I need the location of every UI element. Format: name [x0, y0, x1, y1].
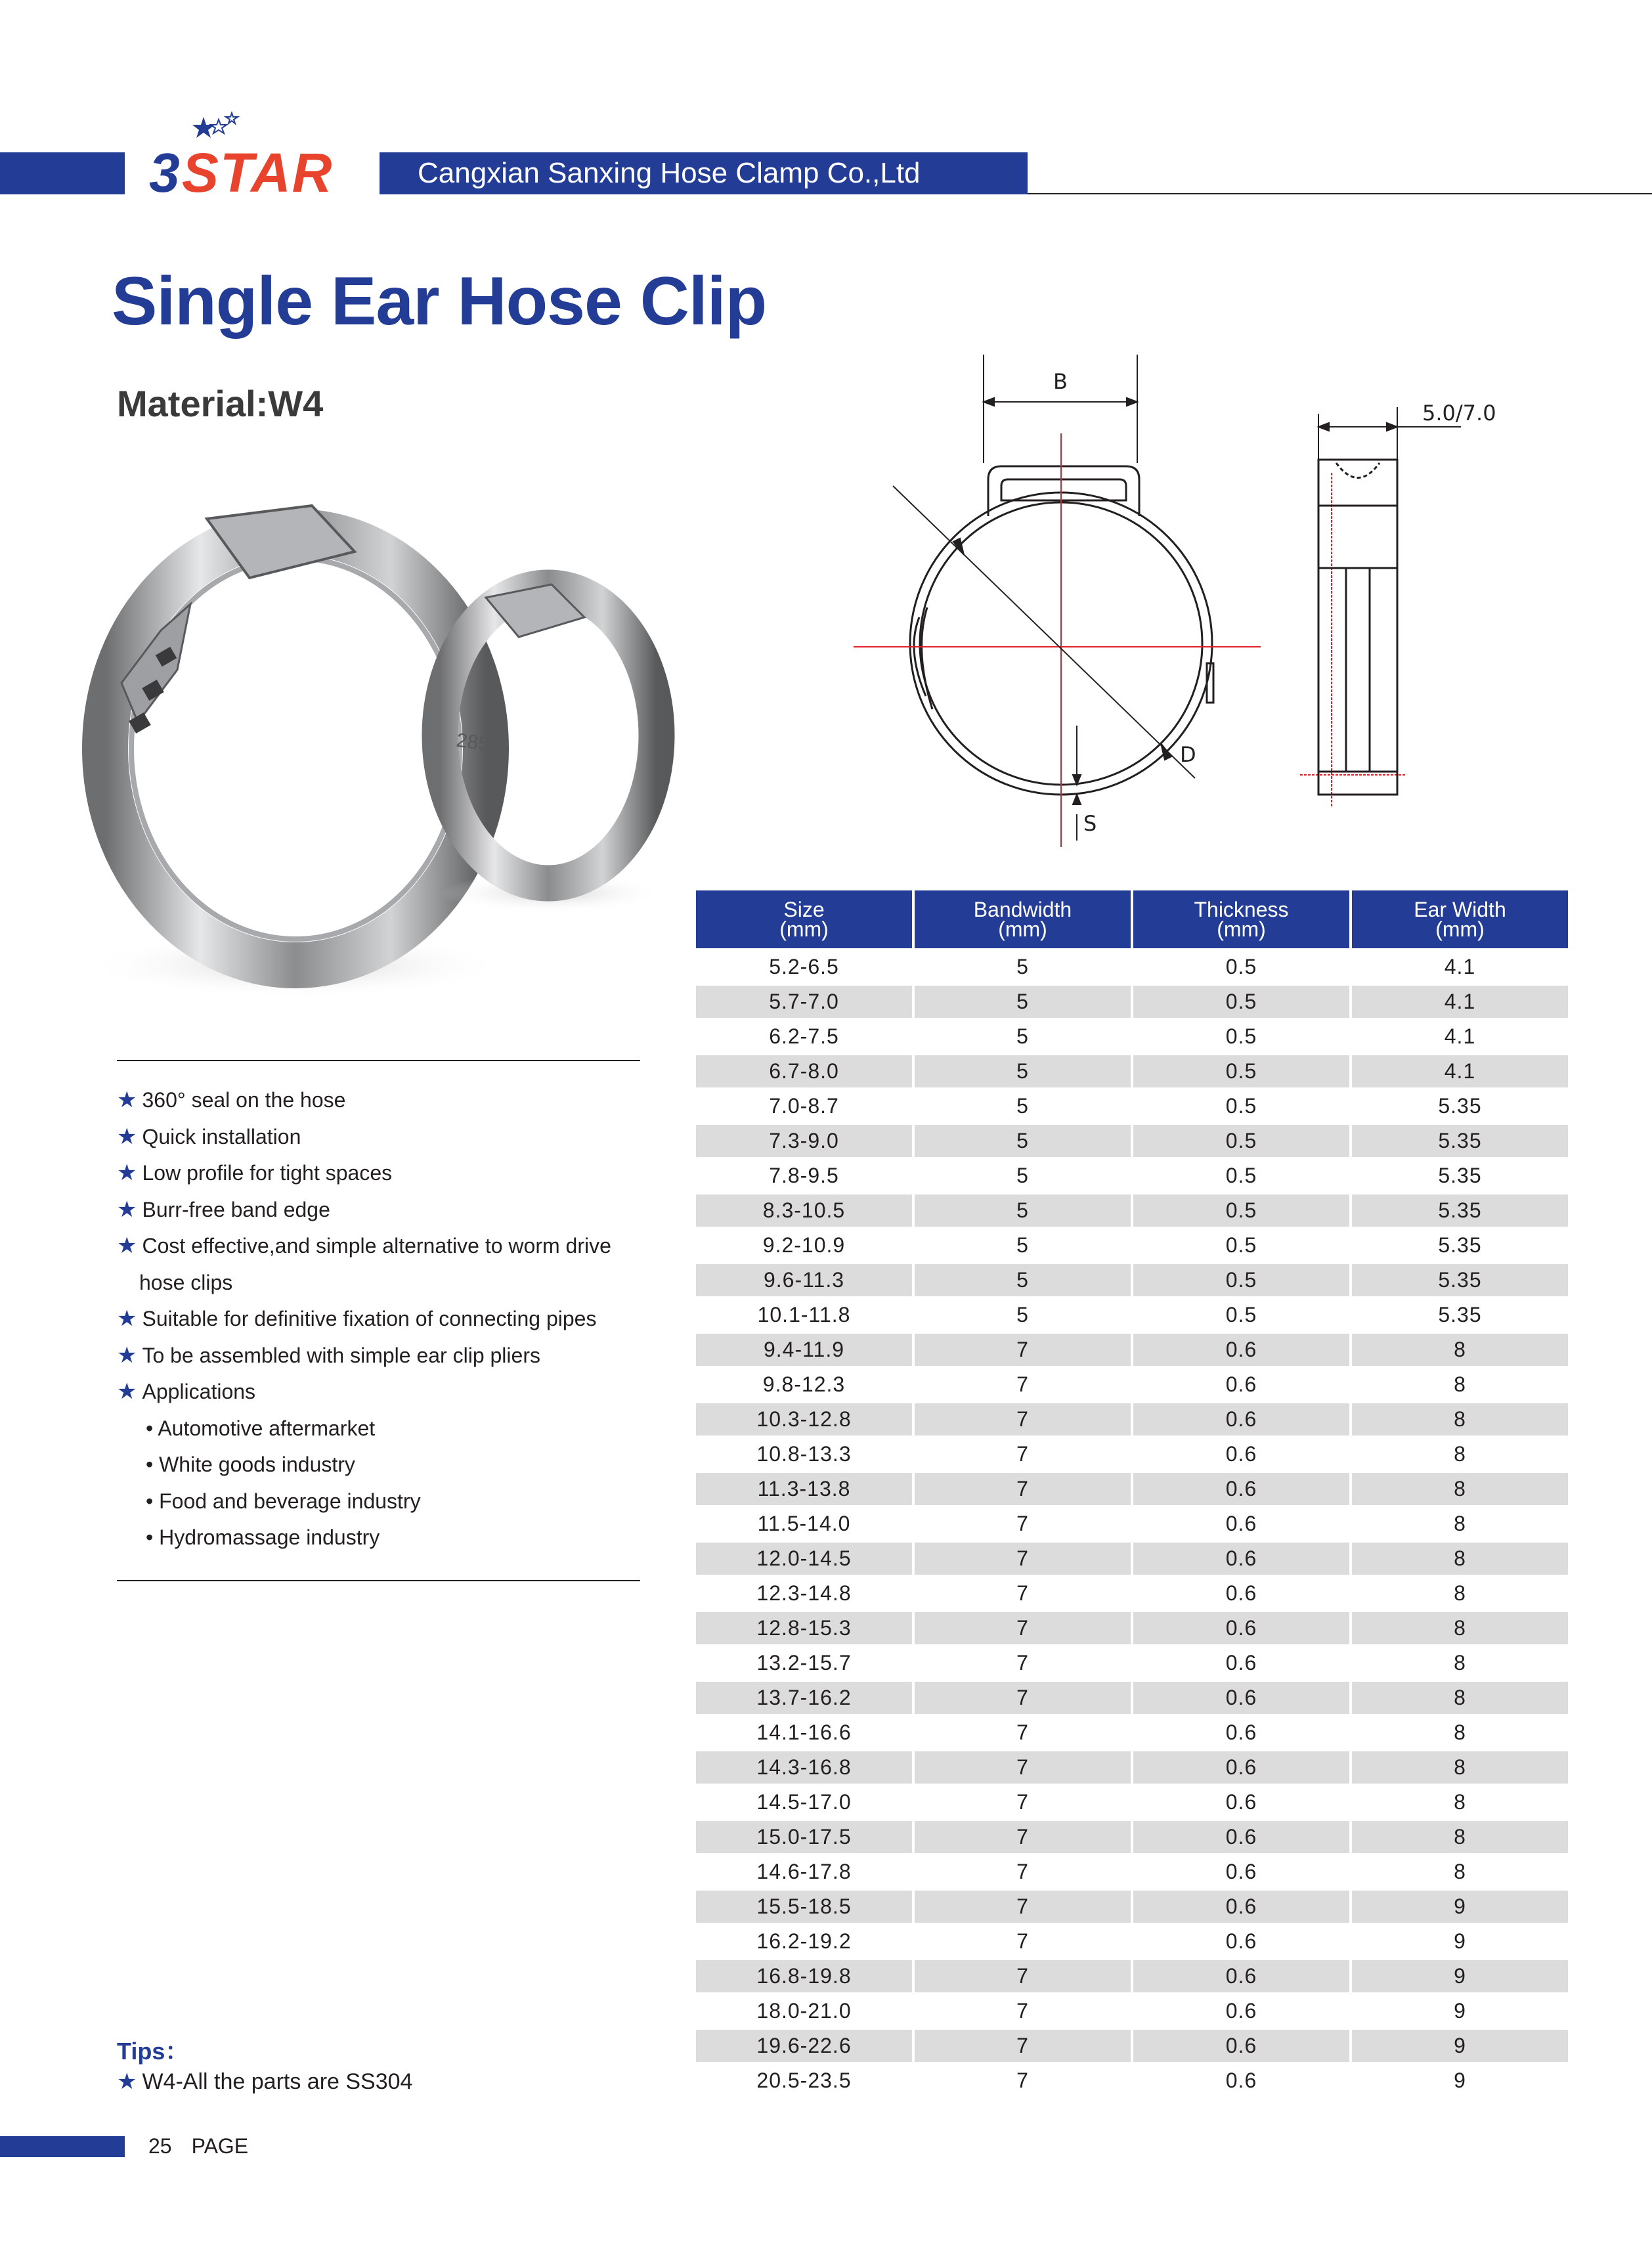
cell-thickness: 0.5	[1133, 1160, 1349, 1192]
page-number: 25	[148, 2134, 172, 2158]
cell-ear-width: 5.35	[1352, 1264, 1568, 1296]
table-row	[696, 1403, 1568, 1435]
star-icon: ★	[117, 1379, 137, 1404]
cell-size: 16.2-19.2	[696, 1925, 912, 1958]
page-label: PAGE	[191, 2134, 249, 2158]
cell-ear-width: 5.35	[1352, 1229, 1568, 1261]
cell-ear-width: 9	[1352, 1925, 1568, 1958]
table-row	[696, 1334, 1568, 1366]
cell-thickness: 0.6	[1133, 1577, 1349, 1610]
label-width: 5.0/7.0	[1422, 401, 1496, 426]
cell-bandwidth: 7	[915, 1334, 1131, 1366]
cell-ear-width: 8	[1352, 1403, 1568, 1435]
cell-thickness: 0.6	[1133, 1543, 1349, 1575]
logo-word: STAR	[182, 142, 334, 197]
cell-ear-width: 5.35	[1352, 1160, 1568, 1192]
cell-ear-width: 8	[1352, 1577, 1568, 1610]
features-top-rule	[117, 1060, 640, 1061]
cell-ear-width: 8	[1352, 1612, 1568, 1644]
cell-ear-width: 4.1	[1352, 1020, 1568, 1053]
features-bottom-rule	[117, 1580, 640, 1581]
centerlines	[854, 433, 1405, 847]
cell-thickness: 0.5	[1133, 1264, 1349, 1296]
cell-ear-width: 8	[1352, 1543, 1568, 1575]
application-item: • White goods industry	[146, 1453, 355, 1476]
cell-size: 10.3-12.8	[696, 1403, 912, 1435]
table-row	[696, 1229, 1568, 1261]
clip-marking: 285	[454, 729, 491, 756]
company-name-banner	[380, 152, 1028, 194]
cell-bandwidth: 7	[915, 1438, 1131, 1470]
cell-size: 9.2-10.9	[696, 1229, 912, 1261]
table-row	[696, 1473, 1568, 1505]
table-row	[696, 1369, 1568, 1401]
header-thickness: Thickness (mm)	[1133, 890, 1349, 948]
product-photo	[79, 460, 683, 1011]
cell-size: 15.0-17.5	[696, 1821, 912, 1853]
cell-bandwidth: 7	[915, 1925, 1131, 1958]
table-row	[696, 1299, 1568, 1331]
cell-thickness: 0.6	[1133, 1647, 1349, 1679]
header-bandwidth: Bandwidth (mm)	[915, 890, 1131, 948]
cell-ear-width: 9	[1352, 2030, 1568, 2062]
table-row	[696, 1194, 1568, 1227]
feature-item: ★ To be assembled with simple ear clip pliers	[117, 1342, 540, 1368]
cell-ear-width: 9	[1352, 2065, 1568, 2097]
cell-thickness: 0.5	[1133, 1194, 1349, 1227]
table-row	[696, 1508, 1568, 1540]
cell-ear-width: 9	[1352, 1891, 1568, 1923]
cell-bandwidth: 7	[915, 1856, 1131, 1888]
cell-thickness: 0.5	[1133, 1020, 1349, 1053]
table-row	[696, 1925, 1568, 1958]
cell-bandwidth: 7	[915, 1403, 1131, 1435]
cell-bandwidth: 5	[915, 1055, 1131, 1087]
cell-size: 6.2-7.5	[696, 1020, 912, 1053]
cell-ear-width: 4.1	[1352, 986, 1568, 1018]
table-row	[696, 1020, 1568, 1053]
technical-drawing	[854, 341, 1550, 854]
table-row	[696, 1612, 1568, 1644]
cell-ear-width: 8	[1352, 1856, 1568, 1888]
cell-thickness: 0.5	[1133, 1299, 1349, 1331]
cell-ear-width: 8	[1352, 1682, 1568, 1714]
table-row	[696, 1438, 1568, 1470]
cell-size: 14.6-17.8	[696, 1856, 912, 1888]
cell-thickness: 0.6	[1133, 2065, 1349, 2097]
table-row	[696, 1543, 1568, 1575]
cell-size: 20.5-23.5	[696, 2065, 912, 2097]
cell-ear-width: 8	[1352, 1717, 1568, 1749]
logo-digit: 3	[149, 142, 180, 197]
cell-size: 13.2-15.7	[696, 1647, 912, 1679]
cell-size: 13.7-16.2	[696, 1682, 912, 1714]
cell-size: 10.8-13.3	[696, 1438, 912, 1470]
cell-bandwidth: 7	[915, 1995, 1131, 2027]
cell-thickness: 0.6	[1133, 1508, 1349, 1540]
table-row	[696, 1717, 1568, 1749]
table-row	[696, 1960, 1568, 1992]
cell-size: 10.1-11.8	[696, 1299, 912, 1331]
dimension-d	[893, 486, 1195, 778]
cell-bandwidth: 7	[915, 1786, 1131, 1818]
company-logo	[135, 105, 358, 197]
cell-bandwidth: 7	[915, 1682, 1131, 1714]
table-body	[696, 951, 1568, 2097]
cell-bandwidth: 5	[915, 1299, 1131, 1331]
cell-size: 5.7-7.0	[696, 986, 912, 1018]
table-row	[696, 951, 1568, 983]
cell-ear-width: 8	[1352, 1821, 1568, 1853]
cell-thickness: 0.6	[1133, 1786, 1349, 1818]
cell-size: 8.3-10.5	[696, 1194, 912, 1227]
star-icon: ★	[117, 1124, 137, 1149]
cell-ear-width: 8	[1352, 1369, 1568, 1401]
table-row	[696, 1856, 1568, 1888]
cell-thickness: 0.6	[1133, 2030, 1349, 2062]
company-name: Cangxian Sanxing Hose Clamp Co.,Ltd	[418, 157, 921, 189]
cell-thickness: 0.6	[1133, 1891, 1349, 1923]
cell-ear-width: 8	[1352, 1647, 1568, 1679]
cell-thickness: 0.6	[1133, 1995, 1349, 2027]
label-b: B	[1053, 369, 1068, 394]
cell-size: 12.0-14.5	[696, 1543, 912, 1575]
cell-bandwidth: 5	[915, 1229, 1131, 1261]
spec-table	[693, 888, 1571, 2099]
application-item: • Hydromassage industry	[146, 1525, 380, 1549]
cell-ear-width: 5.35	[1352, 1125, 1568, 1157]
cell-size: 12.3-14.8	[696, 1577, 912, 1610]
cell-size: 18.0-21.0	[696, 1995, 912, 2027]
page-footer	[148, 2134, 268, 2158]
cell-bandwidth: 7	[915, 1891, 1131, 1923]
feature-item: ★ Quick installation	[117, 1124, 301, 1149]
cell-bandwidth: 5	[915, 986, 1131, 1018]
header-accent-bar-left	[0, 152, 125, 194]
cell-bandwidth: 7	[915, 1751, 1131, 1784]
small-clip-illustration	[440, 584, 663, 913]
clip-side-view	[1318, 460, 1397, 795]
star-icon: ★	[117, 1233, 137, 1258]
cell-size: 9.4-11.9	[696, 1334, 912, 1366]
cell-thickness: 0.6	[1133, 1438, 1349, 1470]
feature-item: ★ Applications	[117, 1379, 256, 1404]
cell-size: 12.8-15.3	[696, 1612, 912, 1644]
feature-item: ★ Low profile for tight spaces	[117, 1160, 393, 1185]
cell-size: 5.2-6.5	[696, 951, 912, 983]
table-row	[696, 1891, 1568, 1923]
table-row	[696, 1125, 1568, 1157]
cell-bandwidth: 7	[915, 1508, 1131, 1540]
cell-size: 11.3-13.8	[696, 1473, 912, 1505]
cell-ear-width: 9	[1352, 1960, 1568, 1992]
cell-bandwidth: 5	[915, 1090, 1131, 1122]
cell-ear-width: 4.1	[1352, 1055, 1568, 1087]
cell-thickness: 0.6	[1133, 1369, 1349, 1401]
application-item: • Food and beverage industry	[146, 1489, 421, 1513]
header-ear-width: Ear Width (mm)	[1352, 890, 1568, 948]
cell-size: 9.8-12.3	[696, 1369, 912, 1401]
cell-thickness: 0.6	[1133, 1856, 1349, 1888]
cell-thickness: 0.5	[1133, 986, 1349, 1018]
cell-bandwidth: 7	[915, 1577, 1131, 1610]
cell-thickness: 0.6	[1133, 1960, 1349, 1992]
cell-ear-width: 8	[1352, 1786, 1568, 1818]
cell-size: 14.3-16.8	[696, 1751, 912, 1784]
star-icon: ★	[117, 1306, 137, 1331]
cell-bandwidth: 7	[915, 1473, 1131, 1505]
cell-bandwidth: 5	[915, 1194, 1131, 1227]
table-row	[696, 986, 1568, 1018]
logo-stars-icon	[192, 113, 238, 138]
table-row	[696, 1160, 1568, 1192]
table-row	[696, 1786, 1568, 1818]
cell-thickness: 0.6	[1133, 1612, 1349, 1644]
star-icon: ★	[117, 1342, 137, 1368]
table-row	[696, 2030, 1568, 2062]
tips-title: Tips：	[117, 2038, 189, 2065]
cell-size: 6.7-8.0	[696, 1055, 912, 1087]
cell-size: 7.3-9.0	[696, 1125, 912, 1157]
cell-bandwidth: 5	[915, 1125, 1131, 1157]
table-row	[696, 1751, 1568, 1784]
feature-item: ★ Burr-free band edge	[117, 1196, 330, 1222]
cell-size: 16.8-19.8	[696, 1960, 912, 1992]
table-row	[696, 1264, 1568, 1296]
cell-bandwidth: 7	[915, 1543, 1131, 1575]
tips-text: ★ W4-All the parts are SS304	[117, 2069, 413, 2094]
cell-thickness: 0.6	[1133, 1717, 1349, 1749]
cell-ear-width: 5.35	[1352, 1090, 1568, 1122]
table-row	[696, 1682, 1568, 1714]
cell-thickness: 0.6	[1133, 1682, 1349, 1714]
feature-item: ★ Suitable for definitive fixation of connecting pipes	[117, 1306, 597, 1331]
page-title: Single Ear Hose Clip	[112, 263, 767, 340]
header-rule	[1028, 193, 1652, 194]
table-row	[696, 1090, 1568, 1122]
table-row	[696, 1647, 1568, 1679]
cell-ear-width: 5.35	[1352, 1299, 1568, 1331]
cell-bandwidth: 7	[915, 1612, 1131, 1644]
cell-bandwidth: 7	[915, 2030, 1131, 2062]
star-icon: ★	[117, 1160, 137, 1185]
cell-bandwidth: 7	[915, 1647, 1131, 1679]
cell-thickness: 0.6	[1133, 1751, 1349, 1784]
cell-ear-width: 9	[1352, 1995, 1568, 2027]
cell-ear-width: 8	[1352, 1438, 1568, 1470]
cell-ear-width: 8	[1352, 1508, 1568, 1540]
table-header-row	[696, 890, 1568, 948]
star-icon: ★	[117, 2069, 137, 2094]
table-row	[696, 1821, 1568, 1853]
cell-thickness: 0.5	[1133, 951, 1349, 983]
cell-bandwidth: 5	[915, 1160, 1131, 1192]
table-row	[696, 1055, 1568, 1087]
cell-ear-width: 8	[1352, 1473, 1568, 1505]
cell-bandwidth: 7	[915, 1821, 1131, 1853]
feature-item: ★ Cost effective,and simple alternative to worm drive	[117, 1233, 611, 1258]
cell-bandwidth: 5	[915, 1020, 1131, 1053]
cell-thickness: 0.6	[1133, 1403, 1349, 1435]
table-row	[696, 2065, 1568, 2097]
header-size: Size (mm)	[696, 890, 912, 948]
cell-bandwidth: 7	[915, 2065, 1131, 2097]
material-label: Material:W4	[117, 383, 324, 424]
cell-thickness: 0.5	[1133, 1229, 1349, 1261]
cell-bandwidth: 5	[915, 951, 1131, 983]
cell-size: 11.5-14.0	[696, 1508, 912, 1540]
cell-bandwidth: 7	[915, 1960, 1131, 1992]
cell-thickness: 0.5	[1133, 1125, 1349, 1157]
cell-thickness: 0.6	[1133, 1821, 1349, 1853]
feature-item-continued: hose clips	[139, 1270, 233, 1294]
label-s: S	[1083, 811, 1097, 836]
cell-size: 14.1-16.6	[696, 1717, 912, 1749]
label-d: D	[1180, 742, 1196, 767]
table-row	[696, 1577, 1568, 1610]
cell-size: 14.5-17.0	[696, 1786, 912, 1818]
cell-bandwidth: 5	[915, 1264, 1131, 1296]
cell-size: 15.5-18.5	[696, 1891, 912, 1923]
footer-accent-bar	[0, 2136, 125, 2157]
star-icon: ★	[117, 1087, 137, 1112]
cell-thickness: 0.6	[1133, 1334, 1349, 1366]
cell-thickness: 0.6	[1133, 1925, 1349, 1958]
cell-bandwidth: 7	[915, 1369, 1131, 1401]
cell-thickness: 0.5	[1133, 1090, 1349, 1122]
cell-ear-width: 5.35	[1352, 1194, 1568, 1227]
star-icon: ★	[117, 1196, 137, 1222]
cell-ear-width: 8	[1352, 1334, 1568, 1366]
cell-thickness: 0.5	[1133, 1055, 1349, 1087]
features-list	[117, 1082, 655, 1556]
cell-ear-width: 4.1	[1352, 951, 1568, 983]
table-row	[696, 1995, 1568, 2027]
cell-size: 7.8-9.5	[696, 1160, 912, 1192]
cell-bandwidth: 7	[915, 1717, 1131, 1749]
cell-thickness: 0.6	[1133, 1473, 1349, 1505]
cell-size: 7.0-8.7	[696, 1090, 912, 1122]
cell-size: 9.6-11.3	[696, 1264, 912, 1296]
cell-size: 19.6-22.6	[696, 2030, 912, 2062]
cell-ear-width: 8	[1352, 1751, 1568, 1784]
application-item: • Automotive aftermarket	[146, 1416, 376, 1440]
feature-item: ★ 360° seal on the hose	[117, 1087, 346, 1112]
